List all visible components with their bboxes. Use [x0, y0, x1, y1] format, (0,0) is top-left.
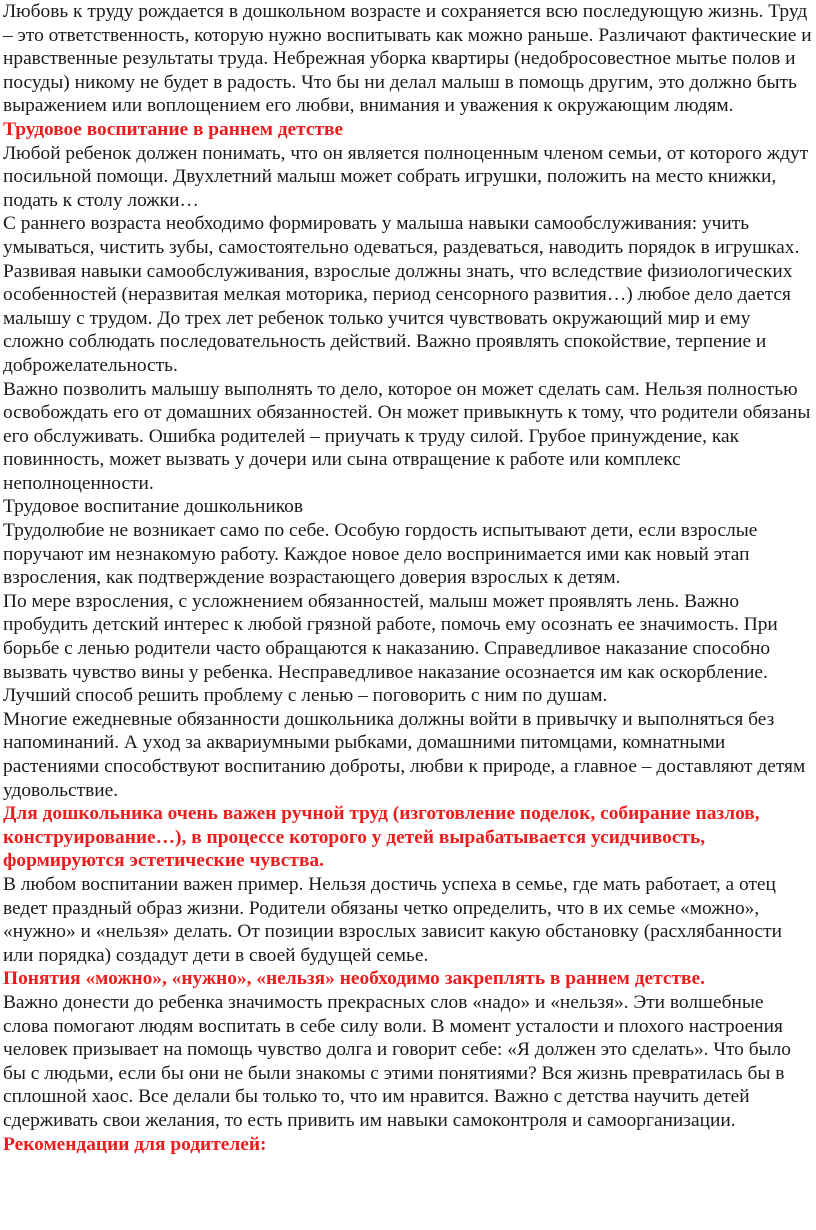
example-paragraph: В любом воспитании важен пример. Нельзя достичь успеха в семье, где мать работает, а отец ведет праздный образ жизни. Родители обязаны четко определить, что в их семье «можно», «нужно» и «нельзя» делать. От позиции взрослых зависит какую обстановку (расхлябанности или порядка) создадут дети в своей будущей семье. — [3, 873, 782, 966]
diligence-paragraph: Трудолюбие не возникает само по себе. Особую гордость испытывают дети, если взрослые поручают им незнакомую работу. Каждое новое дело воспринимается ими как новый этап взросления, как подтверждение возрастающего доверия взрослых к детям. — [3, 520, 758, 589]
laziness-paragraph: По мере взросления, с усложнением обязанностей, малыш может проявлять лень. Важно пробудить детский интерес к любой грязной работе, помочь ему осознать ее значимость. При борьбе с ленью родители часто обращаются к наказанию. Справедливое наказание способно вызвать чувство вины у ребенка. Несправедливое наказание осознается им как оскорбление. Лучший способ решить проблему с ленью – поговорить с ним по душам. — [3, 590, 778, 707]
family-member-paragraph: Любой ребенок должен понимать, что он является полноценным членом семьи, от которого ждут посильной помощи. Двухлетний малыш может собрать игрушки, положить на место книжки, подать к столу ложки… — [3, 142, 809, 211]
daily-duties-paragraph: Многие ежедневные обязанности дошкольника должны войти в привычку и выполняться без напоминаний. А уход за аквариумными рыбками, домашними питомцами, комнатными растениями способствуют воспитанию доброты, любви к природе, а главное – доставляют детям удовольствие. — [3, 708, 806, 801]
heading-early-childhood: Трудовое воспитание в раннем детстве — [3, 118, 344, 140]
heading-manual-labor: Для дошкольника очень важен ручной труд (изготовление поделок, собирание пазлов, конструирование…), в процессе которого у детей вырабатывается усидчивость, формируются эстетические чувства. — [3, 803, 760, 872]
subheading-preschoolers: Трудовое воспитание дошкольников — [3, 496, 304, 518]
heading-recommendations: Рекомендации для родителей: — [3, 1133, 267, 1155]
document-body — [3, 0, 813, 1156]
intro-paragraph: Любовь к труду рождается в дошкольном возрасте и сохраняется всю последующую жизнь. Труд – это ответственность, которую нужно воспитывать как можно раньше. Различают фактические и нравственные результаты труда. Небрежная уборка квартиры (недобросовестное мытье полов и посуды) никому не будет в радость. Что бы ни делал малыш в помощь другим, это должно быть выражением или воплощением его любви, внимания и уважения к окружающим людям. — [3, 1, 812, 117]
willpower-paragraph: Важно донести до ребенка значимость прекрасных слов «надо» и «нельзя». Эти волшебные слова помогают людям воспитать в себе силу воли. В момент усталости и плохого настроения человек призывает на помощь чувство долга и говорит себе: «Я должен это сделать». Что было бы с людьми, если бы они не были знакомы с этими понятиями? Вся жизнь превратилась бы в сплошной хаос. Все делали бы только то, что им нравится. Важно с детства научить детей сдерживать свои желания, то есть привить им навыки самоконтроля и самоорганизации. — [3, 991, 791, 1131]
independence-paragraph: Важно позволить малышу выполнять то дело, которое он может сделать сам. Нельзя полностью освобождать его от домашних обязанностей. Он может привыкнуть к тому, что родители обязаны его обслуживать. Ошибка родителей – приучать к труду силой. Грубое принуждение, как повинность, может вызвать у дочери или сына отвращение к работе или комплекс неполноценности. — [3, 378, 811, 494]
self-care-paragraph: С раннего возраста необходимо формировать у малыша навыки самообслуживания: учить умываться, чистить зубы, самостоятельно одеваться, раздеваться, наводить порядок в игрушках. Развивая навыки самообслуживания, взрослые должны знать, что вследствие физиологических особенностей (неразвитая мелкая моторика, период сенсорного развития…) любое дело дается малышу с трудом. До трех лет ребенок только учится чувствовать окружающий мир и ему сложно соблюдать последовательность действий. Важно проявлять спокойствие, терпение и доброжелательность. — [3, 213, 800, 376]
heading-concepts: Понятия «можно», «нужно», «нельзя» необходимо закреплять в раннем детстве. — [3, 968, 705, 990]
